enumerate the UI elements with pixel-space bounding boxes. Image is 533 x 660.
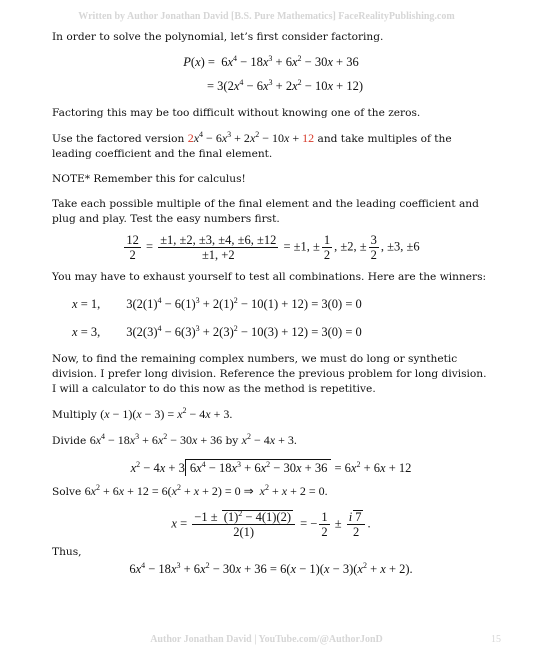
page-number: 15	[491, 634, 501, 645]
test-x-equals-3: x = 3, $3(2(3)^4 - 6(3)^3 + 2(3)^2 - 10(3) + 12) = 3(0) = 0$	[72, 324, 362, 339]
rational-roots-equation: $\frac{12}{2}$ = $\frac{\pm 1, \pm 2, \pm 3, \pm 4, \pm 6, \pm 12}{\pm 1, +2}$ = ±1, ± $\frac{1}{2}$ , ±2, ± $\frac{3}{2}$ , ±3, ±6	[126, 233, 420, 262]
divide-line: Divide $6x^4 - 18x^3 + 6x^2 - 30x + 36$ by $x^2 - 4x + 3$.	[52, 432, 297, 447]
factored-version-text-end: and take multiples of the leading coefficient and the final element.	[52, 133, 452, 160]
winners-paragraph: You may have to exhaust yourself to test all combinations. Here are the winners:	[52, 271, 487, 283]
page-footer: Author Jonathan David | YouTube.com/@AuthorJonD	[150, 634, 383, 645]
intro-paragraph: In order to solve the polynomial, let’s first consider factoring.	[52, 31, 384, 43]
factoring-paragraph: Factoring this may be too difficult without knowing one of the zeros.	[52, 107, 421, 119]
quadratic-formula-equation: x = $\frac{-1 \pm (1)^2 - 4(1)(2)}{2(1)}$ = − $\frac{1}{2}$ ± $\frac{i 7}{2}$ .	[171, 509, 371, 539]
page-header: Written by Author Jonathan David [B.S. Pure Mathematics] FaceRealityPublishing.com	[78, 11, 455, 22]
final-factorization: $6x^4 - 18x^3 + 6x^2 - 30x + 36 = 6(x - 1)(x - 3)(x^2 + x + 2)$.	[129, 561, 413, 576]
multiply-label: Multiply	[52, 409, 101, 421]
solve-label: Solve	[52, 486, 85, 498]
long-division-result: $x^2 - 4x + 3$ $6x^4 - 18x^3 + 6x^2 - 30x + 36 = 6x^2 + 6x + 12$	[130, 460, 412, 475]
multiply-line: Multiply $(x - 1)(x - 3) = x^2 - 4x + 3$.	[52, 406, 233, 421]
divide-label: Divide	[52, 435, 90, 447]
note-paragraph: NOTE* Remember this for calculus!	[52, 173, 246, 185]
factored-equation: = $3(2x^4 - 6x^3 + 2x^2 - 10x + 12)$	[207, 78, 363, 93]
factored-version-paragraph	[52, 131, 490, 162]
page-content	[52, 30, 490, 577]
division-paragraph: Now, to find the remaining complex numbers, we must do long or synthetic division. I prefer long division. Reference the previous problem for long division. I will a calculator to do this now as the method is repetitive.	[52, 353, 487, 395]
plug-and-play-paragraph: Take each possible multiple of the final element and the leading coefficient and plug and play. Test the easy numbers first.	[52, 198, 479, 225]
thus-label: Thus,	[52, 546, 82, 558]
factored-version-text-start: Use the factored version	[52, 133, 188, 145]
polynomial-equation: $P(x) = 6x^4 - 18x^3 + 6x^2 - 30x + 36$	[183, 54, 359, 69]
solve-line: Solve $6x^2 + 6x + 12 = 6(x^2 + x + 2) = 0$ ⇒ $x^2 + x + 2 = 0$.	[52, 483, 328, 498]
factored-version-math: $2x^4 - 6x^3 + 2x^2 - 10x + 12$	[187, 130, 315, 145]
test-x-equals-1: x = 1, $3(2(1)^4 - 6(1)^3 + 2(1)^2 - 10(1) + 12) = 3(0) = 0$	[72, 296, 362, 311]
divide-by-text: by	[222, 435, 242, 447]
